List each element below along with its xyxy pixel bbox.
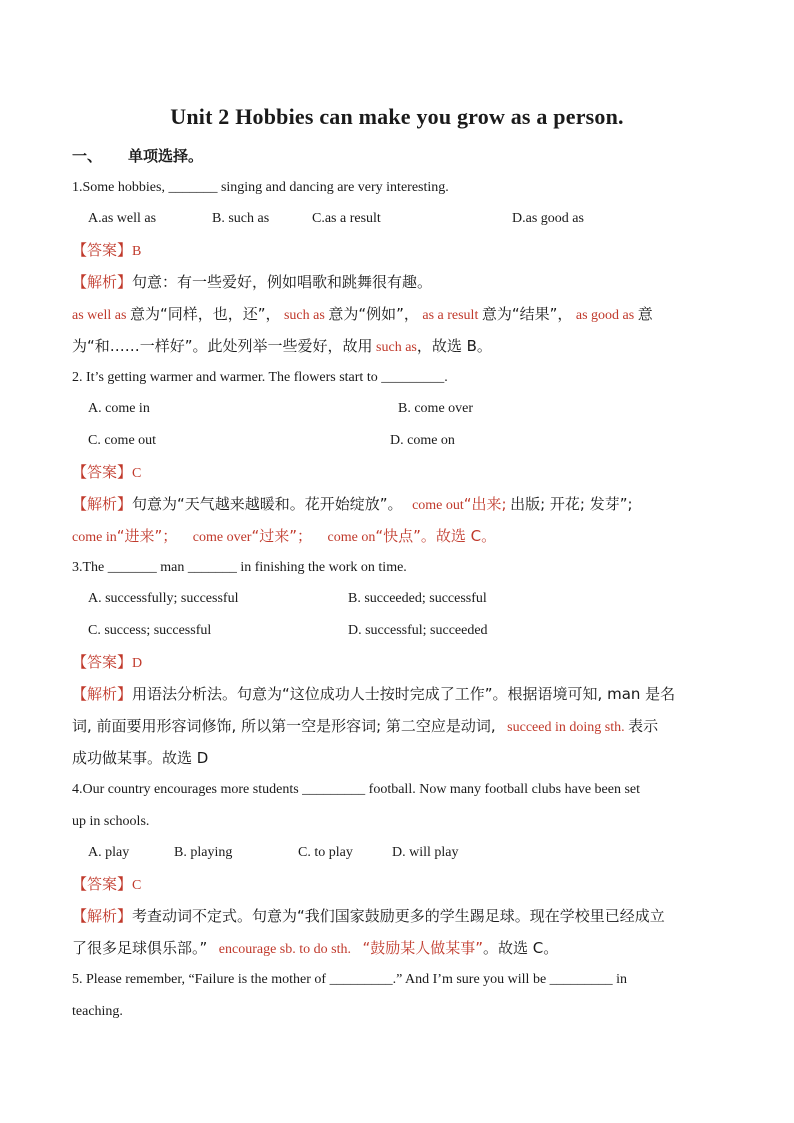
q1-option-a: A.as well as (88, 211, 157, 226)
q3-analysis-text-2c: 表示 (628, 717, 659, 735)
q1-analysis-line1 (72, 272, 432, 294)
q2-answer-value: C (132, 466, 142, 481)
q2-term-1: come out (412, 498, 464, 513)
q1-answer (72, 240, 141, 262)
answer-label: 【答案】 (72, 875, 133, 893)
q3-option-b: B. succeeded; successful (348, 591, 487, 606)
q2-option-c: C. come out (88, 433, 157, 448)
q1-analysis-line3 (72, 336, 492, 358)
q4-answer-value: C (132, 878, 142, 893)
q3-answer-value: D (132, 656, 143, 671)
q1-option-d: D.as good as (512, 211, 584, 226)
q2-term-1-meaning-rest: 出版; 开花; 发芽”; (510, 495, 633, 513)
q4-option-d: D. will play (392, 845, 459, 860)
q4-answer (72, 874, 141, 896)
section-label: 单项选择。 (128, 147, 204, 165)
q4-stem-line2: up in schools. (72, 814, 150, 829)
q1-term-2-meaning: 意为“例如”， (328, 305, 419, 323)
q1-option-c: C.as a result (312, 211, 381, 226)
answer-label: 【答案】 (72, 463, 133, 481)
q4-stem-line1: 4.Our country encourages more students _________ football. Now many football clubs have been set (72, 782, 641, 797)
q1-term-1-meaning: 意为“同样，也，还”， (129, 305, 281, 323)
q4-analysis-term-meaning: “鼓励某人做某事” (362, 939, 484, 957)
q3-analysis-line1 (72, 684, 675, 706)
q2-term-4-meaning: “快点”。故选 C。 (375, 527, 497, 545)
section-number: 一、 (72, 147, 103, 165)
q3-analysis-text-3: 成功做某事。故选 D (72, 749, 209, 767)
q2-term-1-meaning: “出来; (463, 495, 507, 513)
q1-analysis-text-3c: ，故选 B。 (416, 337, 492, 355)
q1-term-4-meaning: 意 (637, 305, 653, 323)
q1-term-1: as well as (72, 308, 127, 323)
q4-analysis-text-2: 了很多足球俱乐部。” (72, 939, 208, 957)
q1-term-3-meaning: 意为“结果”， (481, 305, 573, 323)
q3-analysis-term: succeed in doing sth. (507, 720, 625, 735)
analysis-label: 【解析】 (72, 495, 133, 513)
q1-analysis-line2 (72, 304, 653, 326)
q2-stem: 2. It’s getting warmer and warmer. The flowers start to _________. (72, 370, 448, 385)
q3-option-c: C. success; successful (88, 623, 212, 638)
q3-analysis-text-2: 词, 前面要用形容词修饰, 所以第一空是形容词; 第二空应是动词, (72, 717, 496, 735)
q3-analysis-line2 (72, 716, 658, 738)
q1-stem: 1.Some hobbies, _______ singing and dancing are very interesting. (72, 180, 449, 195)
q2-analysis-line2 (72, 526, 496, 548)
q1-term-3: as a result (422, 308, 479, 323)
answer-label: 【答案】 (72, 241, 133, 259)
q4-option-a: A. play (88, 845, 130, 860)
q2-term-3-meaning: “过来”； (251, 527, 313, 545)
section-heading (72, 146, 203, 166)
q4-analysis-line2 (72, 938, 558, 960)
q4-analysis-line1 (72, 906, 665, 928)
q3-analysis-line3 (72, 748, 208, 770)
q4-analysis-text: 考查动词不定式。句意为“我们国家鼓励更多的学生踢足球。现在学校里已经成立 (132, 907, 665, 925)
q2-answer (72, 462, 141, 484)
q2-term-2: come in (72, 530, 117, 545)
analysis-label: 【解析】 (72, 907, 133, 925)
q2-option-b: B. come over (398, 401, 474, 416)
q3-answer (72, 652, 142, 674)
q4-option-c: C. to play (298, 845, 353, 860)
analysis-label: 【解析】 (72, 273, 133, 291)
q1-term-4: as good as (575, 308, 635, 323)
q2-term-3: come over (192, 530, 252, 545)
q2-analysis-line1 (72, 494, 633, 516)
q3-analysis-text: 用语法分析法。句意为“这位成功人士按时完成了工作”。根据语境可知, man 是名 (132, 685, 676, 703)
q2-term-4: come on (327, 530, 376, 545)
q5-stem-line1: 5. Please remember, “Failure is the mother of _________.” And I’m sure you will be _________ in (72, 972, 628, 987)
q2-option-a: A. come in (88, 401, 150, 416)
q3-stem: 3.The _______ man _______ in finishing the work on time. (72, 560, 407, 575)
q1-analysis-term: such as (376, 340, 417, 355)
q1-option-b: B. such as (212, 211, 270, 226)
q2-analysis-text: 句意为“天气越来越暖和。花开始绽放”。 (132, 495, 403, 513)
answer-label: 【答案】 (72, 653, 133, 671)
q5-stem-line2: teaching. (72, 1004, 123, 1019)
q4-analysis-term: encourage sb. to do sth. (218, 942, 351, 957)
q2-term-2-meaning: “进来”； (116, 527, 178, 545)
q1-term-2: such as (283, 308, 325, 323)
q4-analysis-text-2d: 。故选 C。 (483, 939, 559, 957)
q1-analysis-text: 句意：有一些爱好，例如唱歌和跳舞很有趣。 (132, 273, 433, 291)
q2-option-d: D. come on (390, 433, 455, 448)
q1-answer-value: B (132, 244, 142, 259)
page-title: Unit 2 Hobbies can make you grow as a person. (170, 104, 624, 129)
q4-option-b: B. playing (174, 845, 233, 860)
q3-option-d: D. successful; succeeded (348, 623, 488, 638)
q3-option-a: A. successfully; successful (88, 591, 239, 606)
analysis-label: 【解析】 (72, 685, 133, 703)
q1-analysis-text-3a: 为“和……一样好”。此处列举一些爱好，故用 (72, 337, 373, 355)
